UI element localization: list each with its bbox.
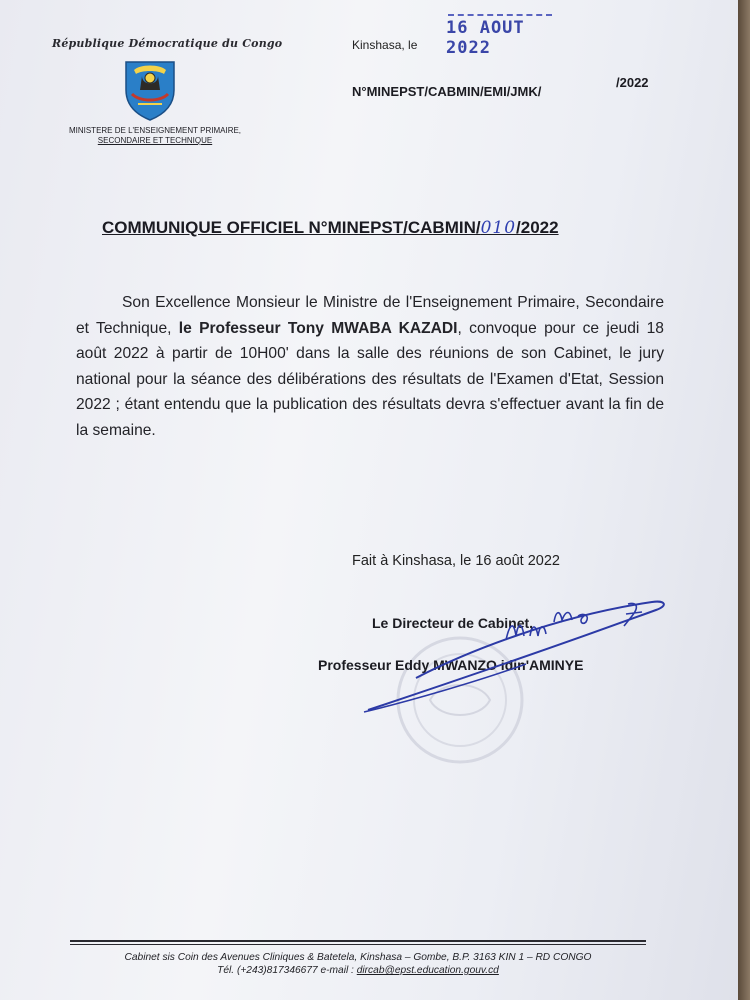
footer-address xyxy=(70,951,646,977)
communique-title xyxy=(102,218,559,238)
republic-heading: République Démocratique du Congo xyxy=(52,37,283,50)
reference-number: N°MINEPST/CABMIN/EMI/JMK/ xyxy=(352,84,542,99)
ministry-line-1: MINISTERE DE L'ENSEIGNEMENT PRIMAIRE, xyxy=(68,126,242,135)
coat-of-arms-icon xyxy=(120,56,180,122)
table-surface-edge xyxy=(738,0,750,1000)
minister-name: le Professeur Tony MWABA KAZADI xyxy=(178,319,458,337)
signing-place-date: Fait à Kinshasa, le 16 août 2022 xyxy=(352,553,560,569)
footer-rule-thick xyxy=(70,940,646,942)
body-text-2: , convoque pour ce jeudi 18 août 2022 à partir de 10H00' dans la salle des réunions de son Cabinet, le jury national pour la séance des délibérations des résultats de l'Examen d'Etat, Session 2022 ; étant entendu que la publication des résultats devra s'effectuer avant la fin de la semaine. xyxy=(76,319,664,439)
handwritten-signature-icon xyxy=(356,592,676,722)
communique-body xyxy=(76,290,664,443)
ministry-line-2: SECONDAIRE ET TECHNIQUE xyxy=(97,136,213,145)
date-stamp xyxy=(440,14,556,58)
footer-line-2 xyxy=(70,964,646,977)
footer-line-1: Cabinet sis Coin des Avenues Cliniques & Batetela, Kinshasa – Gombe, B.P. 3163 KIN 1 – RD CONGO xyxy=(124,952,592,963)
director-name: Professeur Eddy MWANZO idin'AMINYE xyxy=(318,657,584,673)
title-suffix: /2022 xyxy=(516,218,559,237)
director-title: Le Directeur de Cabinet, xyxy=(372,615,534,631)
ministry-name xyxy=(62,126,248,146)
body-text-1: Son Excellence Monsieur le Ministre de l'Enseignement Primaire, Secondaire et Technique, xyxy=(76,294,664,337)
title-handwritten-number: 010 xyxy=(480,218,517,238)
title-prefix: COMMUNIQUE OFFICIEL N°MINEPST/CABMIN/ xyxy=(102,218,481,237)
footer-rule-thin xyxy=(70,944,646,945)
place-date-label: Kinshasa, le xyxy=(352,38,418,52)
stamp-date: 16 AOUT 2022 xyxy=(446,18,525,58)
footer-phone: Tél. (+243)817346677 e-mail : xyxy=(217,965,357,976)
reference-year: /2022 xyxy=(616,75,649,90)
footer-email-link[interactable]: dircab@epst.education.gouv.cd xyxy=(356,965,499,976)
